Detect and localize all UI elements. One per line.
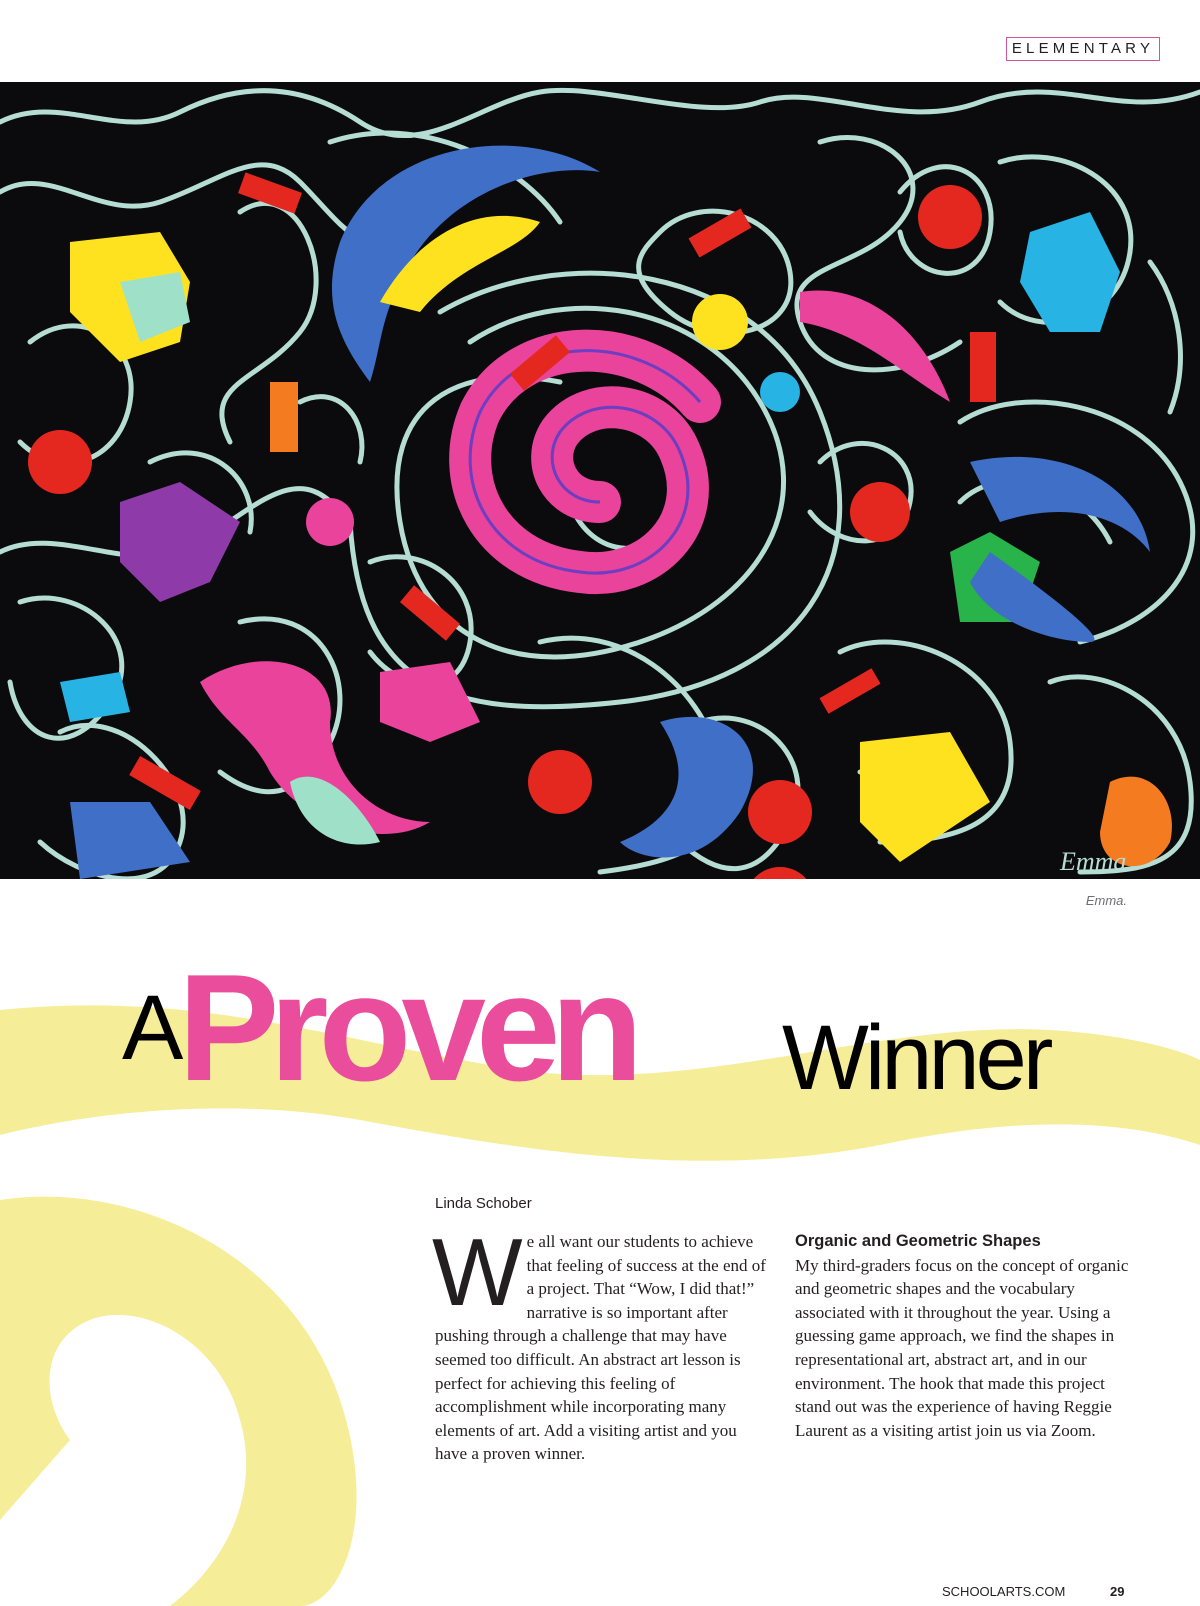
drop-cap: W	[432, 1219, 519, 1326]
title-prefix: A	[122, 977, 180, 1079]
footer-site-name: SCHOOLARTS.COM	[942, 1584, 1066, 1599]
artwork-signature: Emma	[1060, 847, 1127, 876]
section-body-text: My third-graders focus on the concept of organic and geometric shapes and the vocabulary associated with it throughout the year. Using a guessing game approach, we find the shapes in representational art, abstract art, and in our environment. The hook that made this project stand out was the experience of having Reggie Laurent as a visiting artist join us via Zoom.	[795, 1255, 1129, 1440]
article-column-1	[432, 1219, 769, 1466]
title-highlight: Proven	[178, 943, 634, 1113]
article-column-2	[795, 1230, 1129, 1442]
page-number: 29	[1110, 1584, 1125, 1599]
author-byline: Linda Schober	[435, 1195, 532, 1212]
article-intro-text: e all want our students to achieve that feeling of success at the end of a project. That “Wow, I did that!” narrative is so important after pushing through a challenge that may have seemed too difficult. An abstract art lesson is perfect for achieving this feeling of accomplishment while incorporating many elements of art. Add a visiting artist and you have a proven winner.	[435, 1232, 766, 1464]
photo-caption: Emma.	[1085, 893, 1127, 908]
section-heading: Organic and Geometric Shapes	[795, 1232, 1041, 1250]
title-suffix: Winner	[782, 1007, 1050, 1109]
section-tag: ELEMENTARY	[1006, 37, 1160, 61]
student-artwork	[0, 82, 1200, 879]
